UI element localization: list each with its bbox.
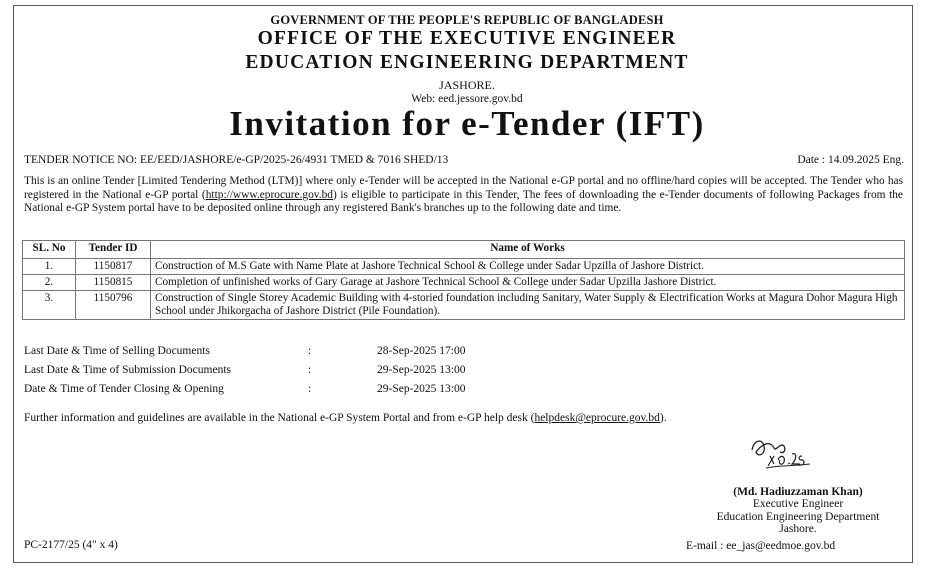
row-sl: 2. <box>23 275 76 291</box>
government-heading: GOVERNMENT OF THE PEOPLE'S REPUBLIC OF BANGLADESH <box>270 13 664 27</box>
schedule-label: Last Date & Time of Submission Documents <box>24 364 231 376</box>
handwritten-signature <box>740 430 840 480</box>
row-works: Construction of M.S Gate with Name Plate at Jashore Technical School & College under Sadar Upzilla of Jashore District. <box>151 259 905 275</box>
row-works: Construction of Single Storey Academic Building with 4-storied foundation including Sanitary, Water Supply & Electrification Works at Magura Dohor Magura High School under Jhikorgacha of Jashore District (Pile Foundation). <box>151 291 905 320</box>
schedule-colon: : <box>308 383 312 395</box>
row-sl: 1. <box>23 259 76 275</box>
intro-paragraph <box>24 175 903 216</box>
helpdesk-email-link[interactable]: helpdesk@eprocure.gov.bd <box>534 412 660 424</box>
tender-notice-number: TENDER NOTICE NO: EE/EED/JASHORE/e-GP/2025-26/4931 TMED & 7016 SHED/13 <box>24 154 449 166</box>
header-works: Name of Works <box>151 241 905 259</box>
schedule-label: Last Date & Time of Selling Documents <box>24 345 210 357</box>
office-heading: OFFICE OF THE EXECUTIVE ENGINEER <box>257 28 677 49</box>
schedule-colon: : <box>308 364 312 376</box>
location-heading: JASHORE. <box>439 78 495 92</box>
schedule-label: Date & Time of Tender Closing & Opening <box>24 383 224 395</box>
works-table <box>22 240 905 320</box>
notice-date: Date : 14.09.2025 Eng. <box>797 154 904 166</box>
schedule-value: 29-Sep-2025 13:00 <box>377 383 466 395</box>
table-row <box>23 291 905 320</box>
schedule-value: 28-Sep-2025 17:00 <box>377 345 466 357</box>
schedule-value: 29-Sep-2025 13:00 <box>377 364 466 376</box>
signatory-email: E-mail : ee_jas@eedmoe.gov.bd <box>686 540 836 552</box>
eprocure-link[interactable]: http://www.eprocure.gov.bd <box>205 188 333 201</box>
signatory-name: (Md. Hadiuzzaman Khan) <box>733 486 863 498</box>
signature-block <box>688 486 908 536</box>
header-tender-id: Tender ID <box>76 241 151 259</box>
row-tender-id: 1150817 <box>76 259 151 275</box>
signatory-place: Jashore. <box>779 523 817 536</box>
row-sl: 3. <box>23 291 76 320</box>
intro-text-2: ) is eligible to participate in this Tender, The fees of downloading the e-Tender documents of following Packages from the National e-GP System portal have to be deposited online through any registered Bank's branches up to the following date and time. <box>24 188 903 214</box>
table-header-row <box>23 241 905 259</box>
notice-title: Invitation for e-Tender (IFT) <box>229 104 705 143</box>
table-row <box>23 259 905 275</box>
footer-code: PC-2177/25 (4" x 4) <box>24 539 118 551</box>
signatory-department: Education Engineering Department <box>716 510 880 523</box>
intro-text-1: This is an online Tender [Limited Tendering Method (LTM)] where only e-Tender will be accepted in the National e-GP portal and no offline/hard copies will be accepted. The Tender who has registered in the National e-GP portal ( <box>24 175 903 201</box>
website-line: Web: eed.jessore.gov.bd <box>411 93 523 105</box>
signatory-designation: Executive Engineer <box>752 498 844 511</box>
schedule-colon: : <box>308 345 312 357</box>
table-row <box>23 275 905 291</box>
row-tender-id: 1150796 <box>76 291 151 320</box>
further-info <box>24 412 667 424</box>
row-works: Completion of unfinished works of Gary Garage at Jashore Technical School & College under Sadar Upzilla Jashore District. <box>151 275 905 291</box>
header-sl: SL. No <box>23 241 76 259</box>
row-tender-id: 1150815 <box>76 275 151 291</box>
further-end: ). <box>659 412 667 424</box>
department-heading: EDUCATION ENGINEERING DEPARTMENT <box>245 52 689 73</box>
further-text: Further information and guidelines are available in the National e-GP System Portal and from e-GP help desk ( <box>24 412 535 424</box>
